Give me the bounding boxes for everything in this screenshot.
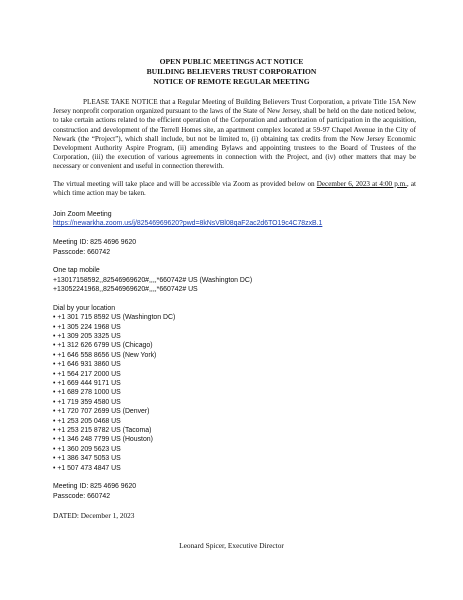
notice-title-line-2: BUILDING BELIEVERS TRUST CORPORATION bbox=[146, 67, 317, 76]
one-tap-number: +13052241968,,82546969620#,,,,*660742# US bbox=[53, 286, 198, 294]
virtual-meeting-paragraph bbox=[53, 180, 416, 198]
dial-number: • +1 564 217 2000 US bbox=[53, 370, 121, 378]
dial-number: • +1 646 931 3860 US bbox=[53, 361, 121, 369]
notice-title-line-3: NOTICE OF REMOTE REGULAR MEETING bbox=[153, 77, 310, 86]
notice-paragraph bbox=[53, 98, 416, 172]
meeting-date: December 6, 2023 at 4:00 p.m. bbox=[316, 180, 407, 188]
dial-number: • +1 312 626 6799 US (Chicago) bbox=[53, 342, 153, 350]
virtual-meeting-text-end: , at which time action may be taken. bbox=[53, 180, 416, 198]
dial-number: • +1 309 205 3325 US bbox=[53, 333, 121, 341]
one-tap-label: One tap mobile bbox=[53, 267, 100, 275]
dial-number: • +1 301 715 8592 US (Washington DC) bbox=[53, 314, 176, 322]
join-zoom-label: Join Zoom Meeting bbox=[53, 211, 112, 218]
dial-number: • +1 386 347 5053 US bbox=[53, 455, 121, 463]
meeting-id-repeat: Meeting ID: 825 4696 9620 bbox=[53, 483, 137, 491]
dial-number: • +1 253 215 8782 US (Tacoma) bbox=[53, 426, 152, 434]
dial-number: • +1 646 558 8656 US (New York) bbox=[53, 351, 157, 359]
zoom-join-link[interactable]: https://newarkha.zoom.us/j/82546969620?pwd=8kNsVBl08qaF2ac2d6TO19c4C78zxB.1 bbox=[53, 220, 323, 228]
dial-number: • +1 720 707 2699 US (Denver) bbox=[53, 408, 150, 416]
dial-number: • +1 305 224 1968 US bbox=[53, 323, 121, 331]
blank-line bbox=[53, 473, 433, 482]
blank-line bbox=[53, 295, 433, 304]
notice-paragraph-text: PLEASE TAKE NOTICE that a Regular Meeting of Building Believers Trust Corporation, a private Title 15A New Jersey nonprofit corporation organized pursuant to the laws of the State of New Jersey, shall be held on the date noticed below, to take certain actions related to the efficient operation of the Corporation and authorization of participation in the acquisition, construction and development of the Terrell Homes site, an apartment complex located at 59-97 Chapel Avenue in the City of Newark (the “Project”), which shall include, but not be limited to, (i) obtaining tax credits from the New Jersey Economic Development Authority Aspire Program, (ii) amending Bylaws and appointing trustees to the Board of Trustees of the Corporation, (iii) the execution of various agreements in connection with the Project, and (iv) other matters that may be necessary or convenient and useful in connection therewith. bbox=[53, 98, 416, 171]
dial-number: • +1 689 278 1000 US bbox=[53, 389, 121, 397]
dial-number: • +1 507 473 4847 US bbox=[53, 464, 121, 472]
dial-number: • +1 346 248 7799 US (Houston) bbox=[53, 436, 153, 444]
dated-line: DATED: December 1, 2023 bbox=[53, 511, 135, 520]
passcode: Passcode: 660742 bbox=[53, 248, 111, 256]
dial-number: • +1 253 205 0468 US bbox=[53, 417, 121, 425]
blank-line bbox=[53, 229, 433, 238]
zoom-details bbox=[53, 210, 433, 501]
blank-line bbox=[53, 257, 433, 266]
virtual-meeting-text: The virtual meeting will take place and will be accessible via Zoom as provided below on bbox=[53, 180, 317, 188]
meeting-id: Meeting ID: 825 4696 9620 bbox=[53, 239, 137, 247]
passcode-repeat: Passcode: 660742 bbox=[53, 492, 111, 500]
one-tap-number: +13017158592,,82546969620#,,,,*660742# US (Washington DC) bbox=[53, 276, 253, 284]
dial-by-location-label: Dial by your location bbox=[53, 304, 116, 312]
dial-number: • +1 669 444 9171 US bbox=[53, 380, 121, 388]
dial-number: • +1 719 359 4580 US bbox=[53, 398, 121, 406]
notice-title-line-1: OPEN PUBLIC MEETINGS ACT NOTICE bbox=[159, 57, 304, 66]
signature-line: Leonard Spicer, Executive Director bbox=[179, 541, 284, 550]
dial-number: • +1 360 209 5623 US bbox=[53, 445, 121, 453]
